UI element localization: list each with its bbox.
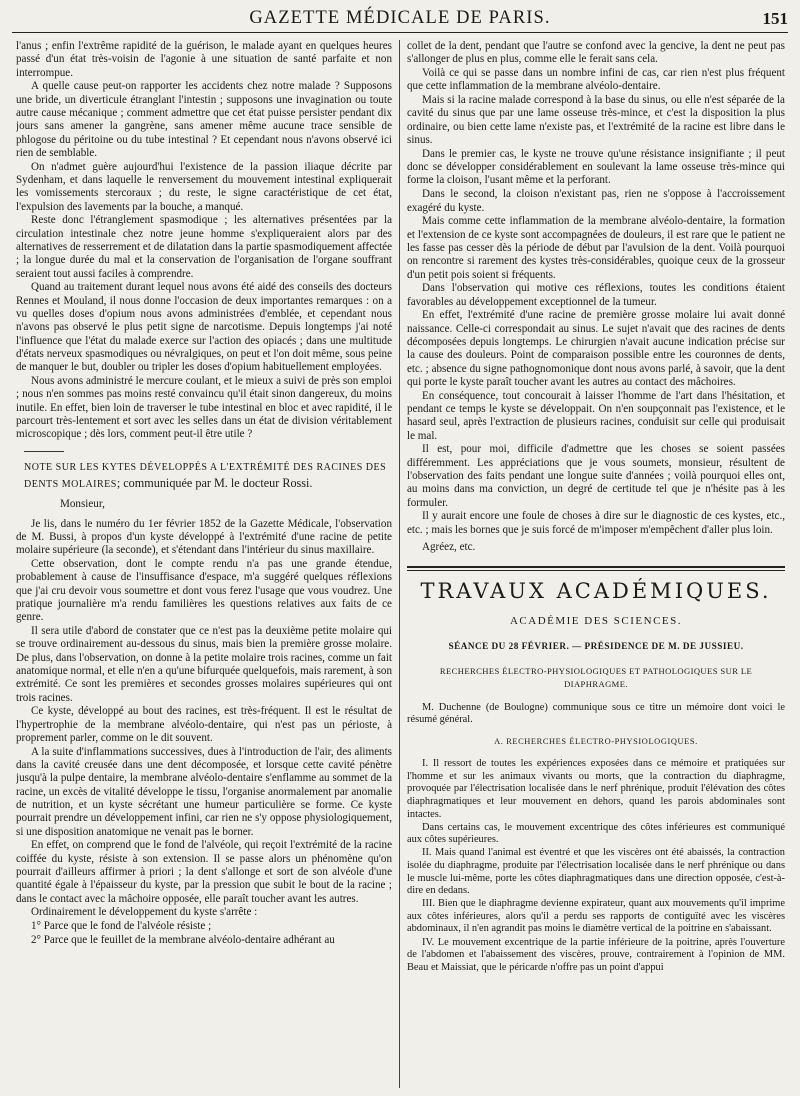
paragraph: Ordinairement le développement du kyste s'arrête : bbox=[31, 906, 258, 919]
paragraph: Reste donc l'étranglement spasmodique ; les alternatives présentées par la circulation intestinale chez notre jeune homme s'expliqueraient alors par des alternatives de resserrement et de dilatation dans la partie spasmodiquement affectée ; la longue durée du mal et la conservation de l'organisation de l'organe souffrant seraient tout aussi faciles à comprendre. bbox=[16, 214, 392, 280]
list-item: 2° Parce que le feuillet de la membrane alvéolo-dentaire adhérant au bbox=[31, 933, 335, 946]
paragraph: III. Bien que le diaphragme devienne expirateur, quant aux mouvements qu'il imprime aux côtes inférieures, alors qu'il a perdu ses rapports de contiguïté avec les viscères abdominaux, il n'en agrandit pas moins le diamètre vertical de la poitrine en s'abaissant. bbox=[407, 898, 785, 935]
paragraph: On n'admet guère aujourd'hui l'existence de la passion iliaque décrite par Sydenham, et dans laquelle le renversement du mouvement intestinal expliquerait les vomissements stercoraux ; du reste, le signe caractéristique de cet état, l'expulsion des lavements par la bouche, a manqué. bbox=[16, 160, 392, 213]
subsection-heading: A. RECHERCHES ÉLECTRO-PHYSIOLOGIQUES. bbox=[494, 736, 698, 746]
paragraph: Quand au traitement durant lequel nous avons été aidé des conseils des docteurs Rennes et Mouland, il nous donne l'occasion de deux importantes remarques : on a vu quelles doses d'opium nous avons administrées d'emblée, et cependant nous n'avons pas observé le plus petit signe de narcotisme. Depuis longtemps j'ai noté l'influence que l'état du malade exerce sur l'action des opiacés ; dans une multitude d'états nerveux spasmodiques ou névralgiques, on peut et l'on doit même, sous peine de manquer le but, doubler ou tripler les doses d'opium habituellement employées. bbox=[16, 281, 392, 374]
divider bbox=[24, 451, 64, 452]
article-title-rest: ; communiquée par M. le docteur Rossi. bbox=[116, 475, 313, 490]
paragraph: l'anus ; enfin l'extrême rapidité de la guérison, le malade ayant en quelques heures passé d'un état très-voisin de l'agonie à une situation de santé parfaite et non interrompue. bbox=[16, 40, 392, 79]
paragraph: A la suite d'inflammations successives, dues à l'introduction de l'air, des aliments dans la cavité creusée dans une dent décomposée, et lorsque cette cavité pénètre jusqu'à la pulpe dentaire, la membrane alvéolo-dentaire s'enflamme au sommet de la racine, un excès de vitalité développe le tissu, l'organise anormalement par anomalie de nutrition, et un kyste sécrétant une humeur particulière se forme. Ce kyste pourrait prendre un développement infini, car rien ne s'y oppose physiologiquement, si une disposition anatomique ne venait pas le borner. bbox=[16, 745, 392, 838]
paragraph: Je lis, dans le numéro du 1er février 1852 de la Gazette Médicale, l'observation de M. Bussi, à propos d'un kyste développé à l'extrémité d'une racine de petite molaire supérieure (la seconde), et s'étendant dans l'intérieur du sinus maxillaire. bbox=[16, 517, 392, 557]
article-title-caps: NOTE SUR LES KYTES DÉVELOPPÉS A L'EXTRÉMITÉ DES RACINES DES DENTS MOLAIRES bbox=[24, 462, 387, 490]
paragraph: Nous avons administré le mercure coulant, et le mieux a suivi de près son emploi ; nous n'en sommes pas moins resté convaincu qu'il était sinon dangereux, du moins inutile. En effet, bien loin de traverser le tube intestinal en bloc et avec rapidité, il le parcourt très-lentement et sort avec les selles dans un état de division véritablement microscopique ; dès lors, comment peut-il être utile ? bbox=[16, 374, 392, 441]
academy-heading: ACADÉMIE DES SCIENCES. bbox=[509, 614, 683, 627]
salutation: Monsieur, bbox=[60, 498, 105, 511]
paragraph: Il sera utile d'abord de constater que ce n'est pas la deuxième petite molaire qui se trouve ordinairement au-dessous du sinus, mais bien la première grosse molaire. De plus, dans l'observation, on donne à la petite molaire trois racines, comme un fait anatomique normal, et elle n'en a qu'une bifurquée quelquefois, mais rarement, à son extrémité. Ce sont les premières et secondes grosses molaires supérieures qui ont trois racines. bbox=[16, 625, 392, 704]
paragraph: Voilà ce qui se passe dans un nombre infini de cas, car rien n'est plus fréquent que cette inflammation de la membrane alvéolo-dentaire. bbox=[407, 67, 785, 93]
paragraph: Mais si la racine malade correspond à la base du sinus, ou elle n'est séparée de la cavité du sinus que par une lame osseuse très-mince, et c'est la disposition la plus ordinaire, ou bien cette lame n'existe pas, et l'extrémité de la racine est libre dans le sinus. bbox=[407, 94, 785, 147]
page-number: 151 bbox=[762, 9, 788, 28]
paragraph: Dans le premier cas, le kyste ne trouve qu'une résistance insignifiante ; il peut donc se développer considérablement en soulevant la lame osseuse très-mince qui forme la cloison, l'usant même et la perforant. bbox=[407, 147, 785, 187]
page-header bbox=[12, 6, 788, 33]
right-column bbox=[407, 40, 785, 1090]
research-title: RECHERCHES ÉLECTRO-PHYSIOLOGIQUES ET PATHOLOGIQUES SUR LE DIAPHRAGME. bbox=[439, 666, 753, 690]
paragraph: Dans le second, la cloison n'existant pas, rien ne s'oppose à l'accroissement exagéré du kyste. bbox=[407, 188, 785, 214]
paragraph: En effet, on comprend que le fond de l'alvéole, qui reçoit l'extrémité de la racine coiffée du kyste, résiste à son extension. Il se passe alors un phénomène qu'on pourrait d'ailleurs affirmer à priori ; la dent s'allonge et sort de son alvéole d'une quantité égale à l'épaisseur du kyste, par la pression que subit le bout de la racine ; dans le contact avec la mâchoire opposée, elle paraît toucher avant les autres. bbox=[16, 839, 392, 905]
journal-title: GAZETTE MÉDICALE DE PARIS. bbox=[249, 8, 551, 28]
signoff: Agréez, etc. bbox=[422, 540, 476, 553]
paragraph: Dans certains cas, le mouvement excentrique des côtes inférieures est communiqué aux côtes supérieures. bbox=[407, 821, 785, 846]
column-divider bbox=[399, 40, 400, 1088]
paragraph: Dans l'observation qui motive ces réflexions, toutes les conditions étaient favorables au développement exceptionnel de la tumeur. bbox=[407, 282, 785, 308]
paragraph: Mais comme cette inflammation de la membrane alvéolo-dentaire, la formation et l'extension de ce kyste sont accompagnées de douleurs, il est rare que le patient ne les fasse pas cesser dès la période de début par l'avulsion de la dent. Voilà pourquoi on rencontre si rarement des kystes très-considérables, quoique ceux de la grosseur d'un petit pois soient si fréquents. bbox=[407, 215, 785, 281]
paragraph: IV. Le mouvement excentrique de la partie inférieure de la poitrine, après l'ouverture de l'abdomen et l'abaissement des viscères, prouve, contrairement à l'opinion de MM. Beau et Maissiat, que le péricarde n'offre pas un point d'appui bbox=[407, 936, 785, 973]
paragraph: A quelle cause peut-on rapporter les accidents chez notre malade ? Supposons une bride, un diverticule étranglant l'intestin ; supposons une invagination ou toute autre cause mécanique ; comment admettre que cet état puisse persister pendant dix jours sans amener la gangrène, sans amener même aucune trace sensible de phlogose du péritoine ou du tube intestinal ? Et cependant nous n'avons observé ici rien de semblable. bbox=[16, 80, 392, 159]
session-heading: SÉANCE DU 28 FÉVRIER. — PRÉSIDENCE DE M. DE JUSSIEU. bbox=[448, 640, 744, 651]
section-title: TRAVAUX ACADÉMIQUES. bbox=[420, 579, 772, 604]
paragraph: En conséquence, tout concourait à laisser l'homme de l'art dans l'hésitation, et pendant ce temps le kyste se développait. On n'en soupçonnait pas l'existence, et le hasard seul, après l'extraction de plusieurs racines, conduisit sur celle qui produisait le mal. bbox=[407, 389, 785, 442]
paragraph: En effet, l'extrémité d'une racine de première grosse molaire lui avait donné naissance. Celle-ci correspondait au sinus. Le sujet n'avait que des racines de dents décomposées depuis longtemps. Le chirurgien n'avait aucune indication précise sur la cause des douleurs. Point de comparaison possible entre les couronnes de dents, etc. ; absence du signe pathognomonique dont nous avons parlé, à savoir, que la dent qui porte le kyste paraît toucher avant les autres au contact des mâchoires. bbox=[407, 309, 785, 388]
paragraph: I. Il ressort de toutes les expériences exposées dans ce mémoire et pratiquées sur l'homme et sur les animaux vivants ou morts, que la contraction du diaphragme, provoquée par l'électrisation localisée dans le nerf phrénique, produit l'élévation des côtes diaphragmatiques et leur mouvement en dehors, quand les parois abdominales sont intactes. bbox=[407, 758, 785, 820]
paragraph: Il y aurait encore une foule de choses à dire sur le diagnostic de ces kystes, etc., etc. ; mais les bornes que je suis forcé de m'imposer m'empêchent d'aller plus loin. bbox=[407, 510, 785, 536]
paragraph: II. Mais quand l'animal est éventré et que les viscères ont été abaissés, la contraction isolée du diaphragme, produite par l'électrisation localisée dans le nerf phrénique ou dans le muscle lui-même, porte les côtes diaphragmatiques dans une direction opposée, c'est-à-dire en dedans. bbox=[407, 847, 785, 897]
list-item: 1° Parce que le fond de l'alvéole résiste ; bbox=[31, 920, 212, 933]
left-column bbox=[16, 40, 392, 1090]
paragraph: M. Duchenne (de Boulogne) communique sous ce titre un mémoire dont voici le résumé général. bbox=[407, 701, 785, 726]
paragraph: Ce kyste, développé au bout des racines, est très-fréquent. Il est le résultat de l'hypertrophie de la membrane alvéolo-dentaire, qui n'est pas un périoste, à proprement parler, comme on le dit souvent. bbox=[16, 705, 392, 744]
article-title bbox=[16, 459, 392, 492]
section-divider bbox=[407, 566, 785, 571]
paragraph: collet de la dent, pendant que l'autre se confond avec la gencive, la dent ne peut pas s'allonger de plus en plus, comme elle le ferait sans cela. bbox=[407, 40, 785, 66]
paragraph: Il est, pour moi, difficile d'admettre que les choses se soient passées différemment. Les appréciations que je vous soumets, monsieur, résultent de l'observation des faits pendant une longue suite d'années ; voilà pourquoi elles ont, au moins dans ma conviction, un degré de certitude tel que je n'hésite pas à les formuler. bbox=[407, 443, 785, 509]
paragraph: Cette observation, dont le compte rendu n'a pas une grande étendue, probablement à cause de l'insuffisance d'espace, m'a suggéré quelques réflexions que j'ai cru devoir vous soumettre et dont vous ferez l'usage que vous voudrez. Une pratique journalière m'a rendu familières les questions relatives aux faits de ce genre. bbox=[16, 558, 392, 624]
